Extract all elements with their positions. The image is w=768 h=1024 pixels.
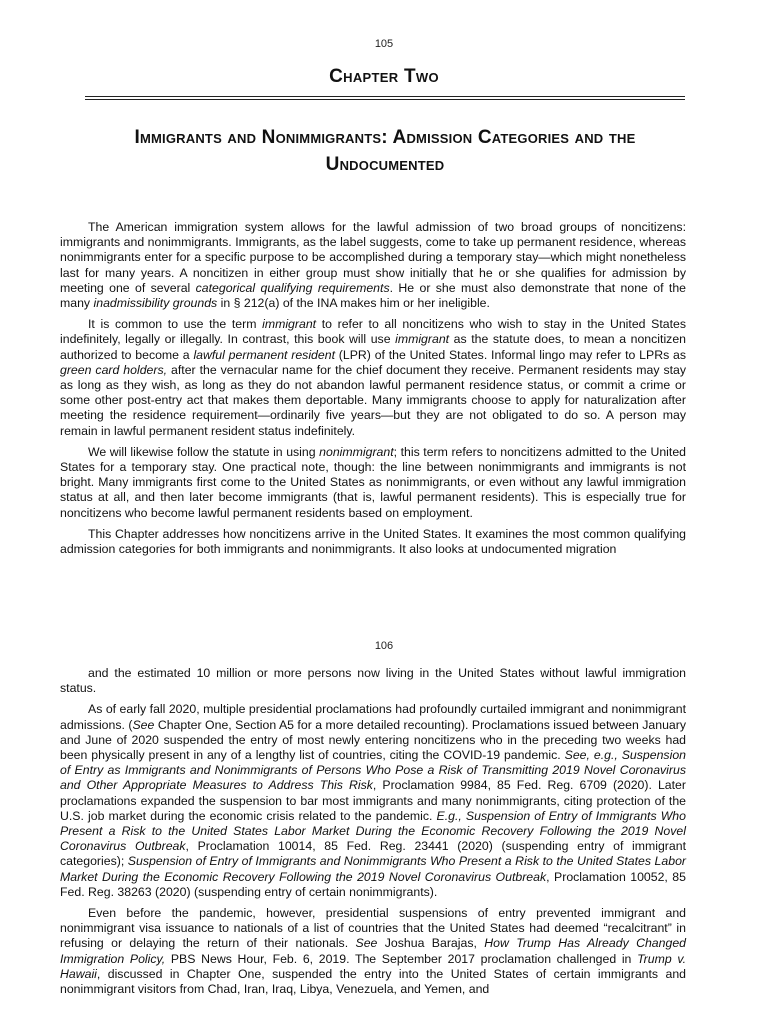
paragraph-2: It is common to use the term immigrant to refer to all noncitizens who wish to stay in the United States indefinitely, legally or illegally. In contrast, this book will use immigrant as the statute does, to mean a noncitizen authorized to become a lawful permanent resident (LPR) of the United States. Informal lingo may refer to LPRs as green card holders, after the vernacular name for the chief document they receive. Permanent residents may stay as long as they wish, as long as they do not abandon lawful permanent residence status, or commit a crime or some other post-entry act that makes them deportable. Many immigrants choose to apply for naturalization after meeting the residence requirement—ordinarily five years—but they are not obligated to do so. A person may remain in lawful permanent resident status indefinitely.	[60, 317, 687, 438]
paragraph-1: The American immigration system allows for the lawful admission of two broad groups of noncitizens: immigrants and nonimmigrants. Immigrants, as the label suggests, come to take up permanent residence, whereas nonimmigrants enter for a specific purpose to be accomplished during a temporary stay—which might nonetheless last for many years. A noncitizen in either group must show initially that he or she qualifies for admission by meeting one of several categorical qualifying requirements. He or she must also demonstrate that none of the many inadmissibility grounds in § 212(a) of the INA makes him or her ineligible.	[60, 220, 686, 311]
page-number-mid: 106	[374, 640, 394, 652]
section-page-106	[60, 666, 686, 1003]
paragraph-3: We will likewise follow the statute in using nonimmigrant; this term refers to noncitizens admitted to the United States for a temporary stay. One practical note, though: the line between nonimmigrants and immigrants is not bright. Many immigrants first come to the United States as nonimmigrants, or even without any lawful immigration status at all, and then later become immigrants (that is, lawful permanent residents). This is especially true for noncitizens who become lawful permanent residents based on employment.	[60, 444, 686, 520]
section-page-105	[60, 220, 686, 563]
chapter-heading-line1: Immigrants and Nonimmigrants: Admission Categories and the	[134, 127, 636, 148]
chapter-heading	[90, 124, 680, 178]
chapter-label: Chapter Two	[329, 66, 439, 87]
page-number-top: 105	[374, 38, 394, 50]
chapter-heading-line2: Undocumented	[325, 154, 445, 175]
paragraph-5: and the estimated 10 million or more persons now living in the United States without lawful immigration status.	[60, 666, 686, 696]
chapter-rule-top	[85, 96, 685, 97]
paragraph-6: As of early fall 2020, multiple presidential proclamations had profoundly curtailed immigrant and nonimmigrant admissions. (See Chapter One, Section A5 for a more detailed recounting). Proclamations issued between January and June of 2020 suspended the entry of most newly entering noncitizens who in the preceding two weeks had been physically present in any of a lengthy list of countries, citing the COVID-19 pandemic. See, e.g., Suspension of Entry as Immigrants and Nonimmigrants of Persons Who Pose a Risk of Transmitting 2019 Novel Coronavirus and Other Appropriate Measures to Address This Risk, Proclamation 9984, 85 Fed. Reg. 6709 (2020). Later proclamations expanded the suspension to bar most immigrants and many nonimmigrants, citing protection of the U.S. job market during the economic crisis related to the pandemic. E.g., Suspension of Entry of Immigrants Who Present a Risk to the United States Labor Market During the Economic Recovery Following the 2019 Novel Coronavirus Outbreak, Proclamation 10014, 85 Fed. Reg. 23441 (2020) (suspending entry of immigrant categories); Suspension of Entry of Immigrants and Nonimmigrants Who Present a Risk to the United States Labor Market During the Economic Recovery Following the 2019 Novel Coronavirus Outbreak, Proclamation 10052, 85 Fed. Reg. 38263 (2020) (suspending entry of certain nonimmigrants).	[60, 702, 686, 899]
paragraph-4: This Chapter addresses how noncitizens arrive in the United States. It examines the most common qualifying admission categories for both immigrants and nonimmigrants. It also looks at undocumented migration	[60, 526, 686, 557]
paragraph-7: Even before the pandemic, however, presidential suspensions of entry prevented immigrant and nonimmigrant visa issuance to nationals of a list of countries that the United States had deemed “recalcitrant” in refusing or delaying the return of their nationals. See Joshua Barajas, How Trump Has Already Changed Immigration Policy, PBS News Hour, Feb. 6, 2019. The September 2017 proclamation challenged in Trump v. Hawaii, discussed in Chapter One, suspended the entry into the United States of certain immigrants and nonimmigrant visitors from Chad, Iran, Iraq, Libya, Venezuela, and Yemen, and	[60, 906, 687, 997]
chapter-rule-bottom	[85, 99, 685, 100]
